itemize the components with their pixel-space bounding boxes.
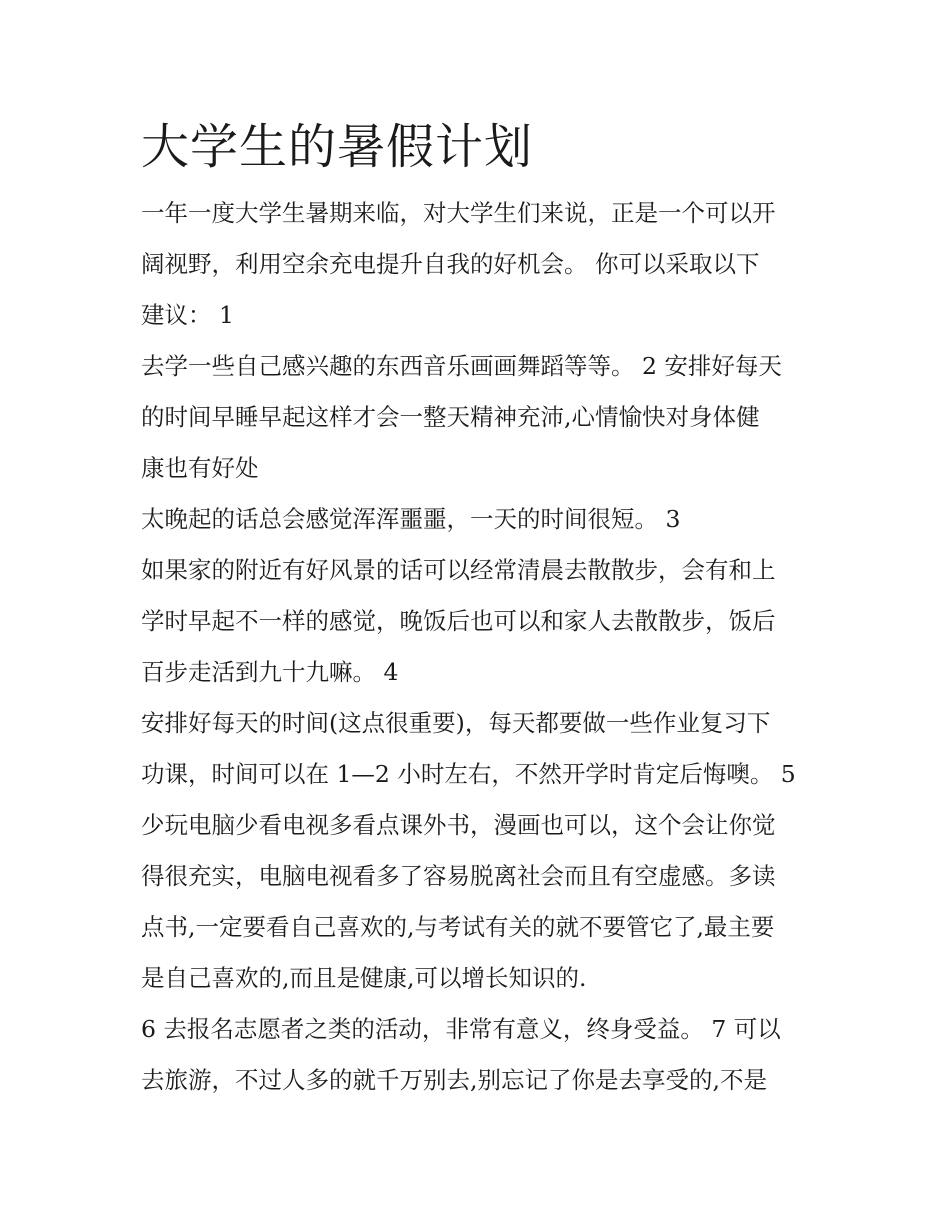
text-line: 安排好每天的时间(这点很重要)，每天都要做一些作业复习下 (141, 709, 771, 737)
text-line: 少玩电脑少看电视多看点课外书，漫画也可以，这个会让你觉 (141, 811, 776, 839)
text-line: 的时间早睡早起这样才会一整天精神充沛,心情愉快对身体健 (141, 403, 760, 431)
text-line: 太晚起的话总会感觉浑浑噩噩，一天的时间很短。 3 (141, 505, 681, 533)
document-title: 大学生的暑假计划 (141, 119, 534, 175)
text-line: 去旅游，不过人多的就千万别去,别忘记了你是去享受的,不是 (141, 1066, 767, 1094)
text-line: 点书,一定要看自己喜欢的,与考试有关的就不要管它了,最主要 (141, 913, 775, 941)
paragraph-2 (141, 341, 821, 494)
text-line: 学时早起不一样的感觉，晚饭后也可以和家人去散散步，饭后 (141, 607, 776, 635)
text-line: 一年一度大学生暑期来临，对大学生们来说，正是一个可以开 (141, 199, 776, 227)
paragraph-3 (141, 494, 821, 545)
text-line: 阔视野，利用空余充电提升自我的好机会。 你可以采取以下 (141, 250, 760, 278)
text-line: 建议： 1 (141, 301, 234, 329)
text-line: 去学一些自己感兴趣的东西音乐画画舞蹈等等。 2 安排好每天 (141, 352, 782, 380)
text-line: 功课，时间可以在 1—2 小时左右，不然开学时肯定后悔噢。 5 (141, 760, 796, 788)
document-page (141, 112, 821, 1106)
paragraph-4 (141, 545, 821, 698)
text-line: 得很充实，电脑电视看多了容易脱离社会而且有空虚感。多读 (141, 862, 776, 890)
paragraph-5 (141, 698, 821, 1004)
paragraph-1 (141, 188, 821, 341)
text-line: 康也有好处 (141, 454, 259, 482)
paragraph-6 (141, 1004, 821, 1106)
text-line: 是自己喜欢的,而且是健康,可以增长知识的. (141, 964, 587, 992)
text-line: 6 去报名志愿者之类的活动，非常有意义，终身受益。 7 可以 (141, 1015, 781, 1043)
text-line: 百步走活到九十九嘛。 4 (141, 658, 399, 686)
text-line: 如果家的附近有好风景的话可以经常清晨去散散步，会有和上 (141, 556, 776, 584)
